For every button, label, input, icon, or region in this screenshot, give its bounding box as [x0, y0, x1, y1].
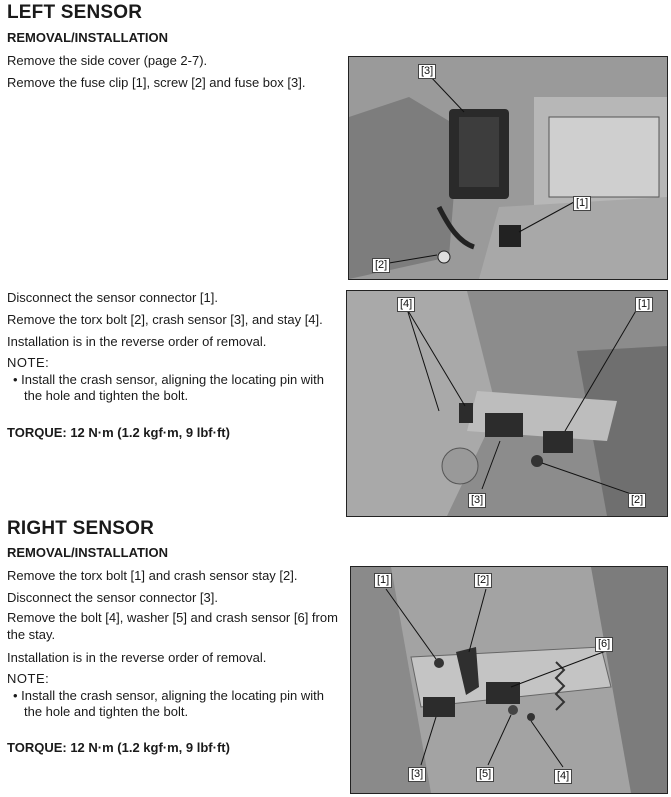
right-sensor-title: RIGHT SENSOR	[7, 518, 155, 539]
left-note-item: • Install the crash sensor, aligning the locating pin with the hole and tighten the bolt.	[13, 372, 324, 403]
fig3-callout-2: [2]	[474, 573, 492, 588]
left-sensor-title: LEFT SENSOR	[7, 2, 143, 23]
left-note-text: Install the crash sensor, aligning the locating pin with the hole and tighten the bolt.	[21, 372, 324, 403]
fig1-callout-3: [3]	[418, 64, 436, 79]
right-note-text: Install the crash sensor, aligning the locating pin with the hole and tighten the bolt.	[21, 688, 324, 719]
fig3-callout-4: [4]	[554, 769, 572, 784]
right-step-2: Disconnect the sensor connector [3].	[7, 590, 219, 605]
right-step-3: Remove the bolt [4], washer [5] and crash sensor [6] from the stay.	[7, 610, 338, 642]
fig1-callout-1: [1]	[573, 196, 591, 211]
fig2-callout-3: [3]	[468, 493, 486, 508]
right-note-item: • Install the crash sensor, aligning the locating pin with the hole and tighten the bolt.	[13, 688, 324, 719]
left-sensor-subtitle: REMOVAL/INSTALLATION	[7, 30, 169, 45]
fig3-callout-5: [5]	[476, 767, 494, 782]
right-sensor-subtitle: REMOVAL/INSTALLATION	[7, 545, 169, 560]
left-step-4: Remove the torx bolt [2], crash sensor [3], and stay [4].	[7, 312, 323, 327]
fig3-callout-3: [3]	[408, 767, 426, 782]
right-step-4: Installation is in the reverse order of removal.	[7, 650, 267, 665]
right-note-label: NOTE:	[7, 671, 50, 686]
fig3-callout-6: [6]	[595, 637, 613, 652]
left-step-2: Remove the fuse clip [1], screw [2] and fuse box [3].	[7, 75, 306, 90]
left-torque-spec: TORQUE: 12 N·m (1.2 kgf·m, 9 lbf·ft)	[7, 425, 230, 440]
left-note-label: NOTE:	[7, 355, 50, 370]
right-torque-spec: TORQUE: 12 N·m (1.2 kgf·m, 9 lbf·ft)	[7, 740, 230, 755]
fig1-callout-2: [2]	[372, 258, 390, 273]
fig3-callout-1: [1]	[374, 573, 392, 588]
right-crash-sensor-figure	[350, 566, 668, 794]
left-fuse-box-figure	[348, 56, 668, 280]
left-step-3: Disconnect the sensor connector [1].	[7, 290, 219, 305]
left-step-1: Remove the side cover (page 2-7).	[7, 53, 208, 68]
fig2-callout-4: [4]	[397, 297, 415, 312]
left-step-5: Installation is in the reverse order of removal.	[7, 334, 267, 349]
left-crash-sensor-figure	[346, 290, 668, 517]
right-step-1: Remove the torx bolt [1] and crash sensor stay [2].	[7, 568, 298, 583]
fig2-callout-2: [2]	[628, 493, 646, 508]
fig2-callout-1: [1]	[635, 297, 653, 312]
